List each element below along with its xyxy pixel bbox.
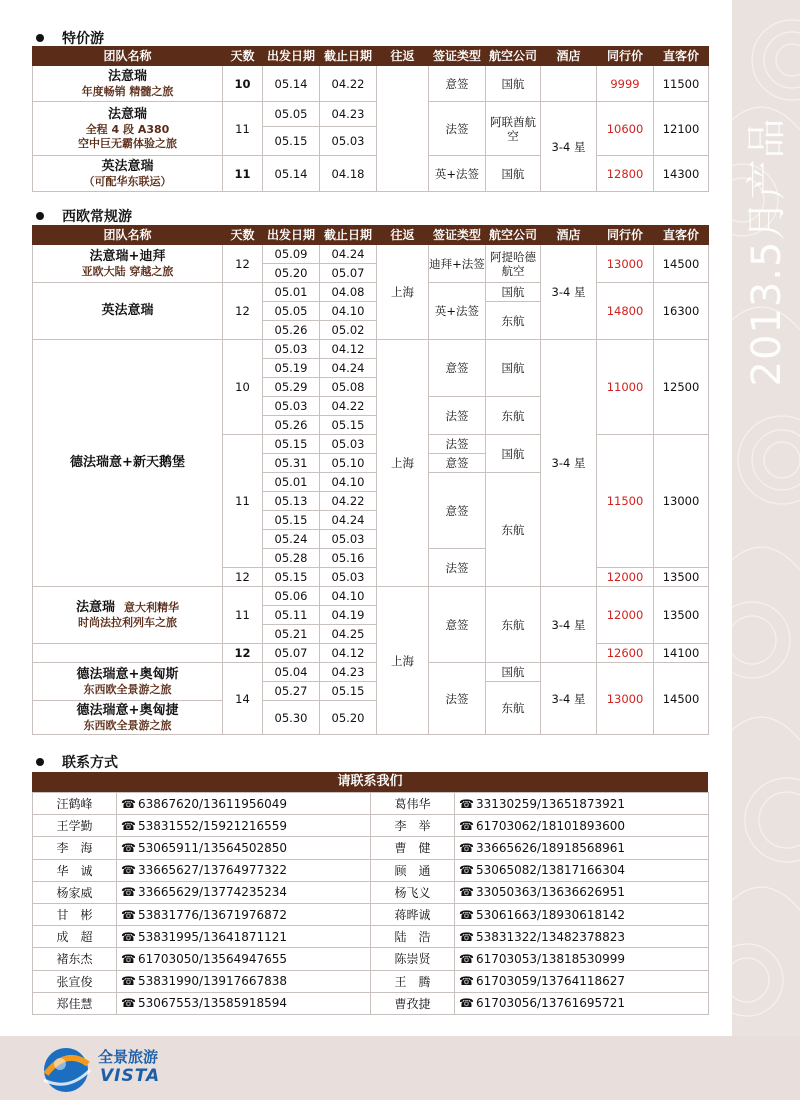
side-decoration-band [732,0,800,1100]
contact-phone: ☎ 53831990/13917667838 [117,970,371,992]
contact-phone: ☎ 33665626/18918568961 [455,837,709,859]
contact-row [33,793,709,815]
phone-icon: ☎ [459,996,474,1011]
phone-icon: ☎ [121,885,136,900]
phone-icon: ☎ [459,974,474,989]
special-tours-table [32,46,709,192]
contact-phone: ☎ 53067553/13585918594 [117,992,371,1014]
phone-icon: ☎ [459,840,474,855]
contact-name: 葛伟华 [371,793,455,815]
phone-icon: ☎ [459,885,474,900]
table-row: 05.05 04.10 东航 [33,302,709,321]
contact-name: 杨家威 [33,881,117,903]
contact-phone: ☎ 53831776/13671976872 [117,903,371,925]
contact-row [33,948,709,970]
contact-name: 李 举 [371,815,455,837]
bullet-icon [36,758,44,766]
table-row: 05.28 05.16 法签 [33,549,709,568]
contact-phone: ☎ 61703059/13764118627 [455,970,709,992]
table-row: 英法意瑞 （可配华东联运） 11 05.14 04.18 英+法签 国航 12800 14300 [33,156,709,192]
phone-icon: ☎ [121,929,136,944]
table-row: 05.19 04.24 [33,359,709,378]
western-tours-table [32,225,709,735]
phone-icon: ☎ [459,863,474,878]
contact-phone: ☎ 61703050/13564947655 [117,948,371,970]
contact-row [33,992,709,1014]
contact-phone: ☎ 33050363/13636626951 [455,881,709,903]
contact-phone: ☎ 33665627/13764977322 [117,859,371,881]
contact-name: 王学勤 [33,815,117,837]
table-row: 法意瑞 全程 4 段 A380 空中巨无霸体验之旅 11 05.05 04.23 法签 阿联酋航空 3-4 星 10600 12100 [33,102,709,127]
contact-name: 甘 彬 [33,903,117,925]
side-title: 2013.5月产品 [744,117,790,387]
phone-icon: ☎ [121,796,136,811]
contact-row [33,903,709,925]
contact-table [32,792,709,1015]
table-row: 法意瑞 意大利精华 时尚法拉利列车之旅 11 05.06 04.10 上海 意签 东航 3-4 星 12000 13500 [33,587,709,606]
contact-row [33,837,709,859]
contact-name: 顾 通 [371,859,455,881]
bullet-icon [36,212,44,220]
brand-sub: VISTA [100,1066,161,1086]
table-row: 05.11 04.19 [33,606,709,625]
contact-name: 陆 浩 [371,926,455,948]
table-row: 05.15 04.24 [33,511,709,530]
section-contact-title: 联系方式 [36,752,118,772]
contact-row [33,970,709,992]
contact-name: 成 超 [33,926,117,948]
table-row: 05.24 05.03 [33,530,709,549]
table-row: 05.29 05.08 [33,378,709,397]
phone-icon: ☎ [121,818,136,833]
table-row: 05.01 04.10 意签 东航 [33,473,709,492]
contact-phone: ☎ 61703056/13761695721 [455,992,709,1014]
phone-icon: ☎ [459,951,474,966]
contact-phone: ☎ 63867620/13611956049 [117,793,371,815]
table-row: 法意瑞 年度畅销 精髓之旅 10 05.14 04.22 意签 国航 9999 11500 [33,66,709,102]
contact-phone: ☎ 61703062/18101893600 [455,815,709,837]
table-row: 德法瑞意+奥匈斯 东西欧全景游之旅 14 05.04 04.23 法签 国航 3-4 星 13000 14500 [33,663,709,682]
phone-icon: ☎ [121,840,136,855]
phone-icon: ☎ [121,863,136,878]
contact-phone: ☎ 61703053/13818530999 [455,948,709,970]
table-row: 05.03 04.22 法签 东航 [33,397,709,416]
phone-icon: ☎ [459,907,474,922]
contact-phone: ☎ 53065082/13817166304 [455,859,709,881]
phone-icon: ☎ [121,951,136,966]
section-western-title: 西欧常规游 [36,206,132,226]
section-special-title: 特价游 [36,28,104,48]
contact-name: 李 海 [33,837,117,859]
contact-phone: ☎ 53831552/15921216559 [117,815,371,837]
contact-row [33,815,709,837]
table-row: 05.15 05.03 [33,127,709,156]
phone-icon: ☎ [121,996,136,1011]
contact-name: 张宣俊 [33,970,117,992]
contact-name: 褚东杰 [33,948,117,970]
table-header-row: 团队名称 天数 出发日期 截止日期 往返 签证类型 航空公司 酒店 同行价 直客价 [33,226,709,245]
table-row: 05.31 05.10 意签 [33,454,709,473]
table-row: 法意瑞+迪拜 亚欧大陆 穿越之旅 12 05.09 04.24 上海 迪拜+法签 阿提哈德航空 3-4 星 13000 14500 [33,245,709,264]
contact-phone: ☎ 53831322/13482378823 [455,926,709,948]
brand-name: 全景旅游 [98,1048,159,1066]
table-row: 英法意瑞 12 05.01 04.08 英+法签 国航 14800 16300 [33,283,709,302]
table-row: 德法瑞意+新天鹅堡 10 05.03 04.12 上海 意签 国航 3-4 星 11000 12500 [33,340,709,359]
table-row: 11 05.15 05.03 法签 国航 11500 13000 [33,435,709,454]
table-row: 12 05.15 05.03 12000 13500 [33,568,709,587]
contact-row [33,859,709,881]
contact-phone: ☎ 53061663/18930618142 [455,903,709,925]
contact-name: 王 腾 [371,970,455,992]
table-row: 05.26 05.15 [33,416,709,435]
table-row: 05.27 05.15 东航 [33,682,709,701]
phone-icon: ☎ [121,907,136,922]
contact-name: 蒋晔诚 [371,903,455,925]
table-row: 德法瑞意+奥匈捷 东西欧全景游之旅 05.30 05.20 [33,701,709,735]
contact-row [33,926,709,948]
contact-name: 汪鹤峰 [33,793,117,815]
contact-name: 曹孜捷 [371,992,455,1014]
phone-icon: ☎ [459,929,474,944]
contact-name: 郑佳慧 [33,992,117,1014]
table-header-row: 团队名称 天数 出发日期 截止日期 往返 签证类型 航空公司 酒店 同行价 直客价 [33,47,709,66]
bullet-icon [36,34,44,42]
contact-phone: ☎ 33130259/13651873921 [455,793,709,815]
table-row: 05.20 05.07 [33,264,709,283]
contact-row [33,881,709,903]
contact-name: 华 诚 [33,859,117,881]
contact-phone: ☎ 33665629/13774235234 [117,881,371,903]
contact-name: 陈崇贤 [371,948,455,970]
table-row: 05.13 04.22 [33,492,709,511]
phone-icon: ☎ [459,796,474,811]
contact-name: 曹 健 [371,837,455,859]
contact-bar: 请联系我们 [32,772,708,792]
table-row: 05.26 05.02 [33,321,709,340]
phone-icon: ☎ [459,818,474,833]
phone-icon: ☎ [121,974,136,989]
contact-name: 杨飞义 [371,881,455,903]
contact-phone: ☎ 53065911/13564502850 [117,837,371,859]
contact-phone: ☎ 53831995/13641871121 [117,926,371,948]
table-row: 12 05.07 04.12 12600 14100 [33,644,709,663]
table-row: 05.21 04.25 [33,625,709,644]
